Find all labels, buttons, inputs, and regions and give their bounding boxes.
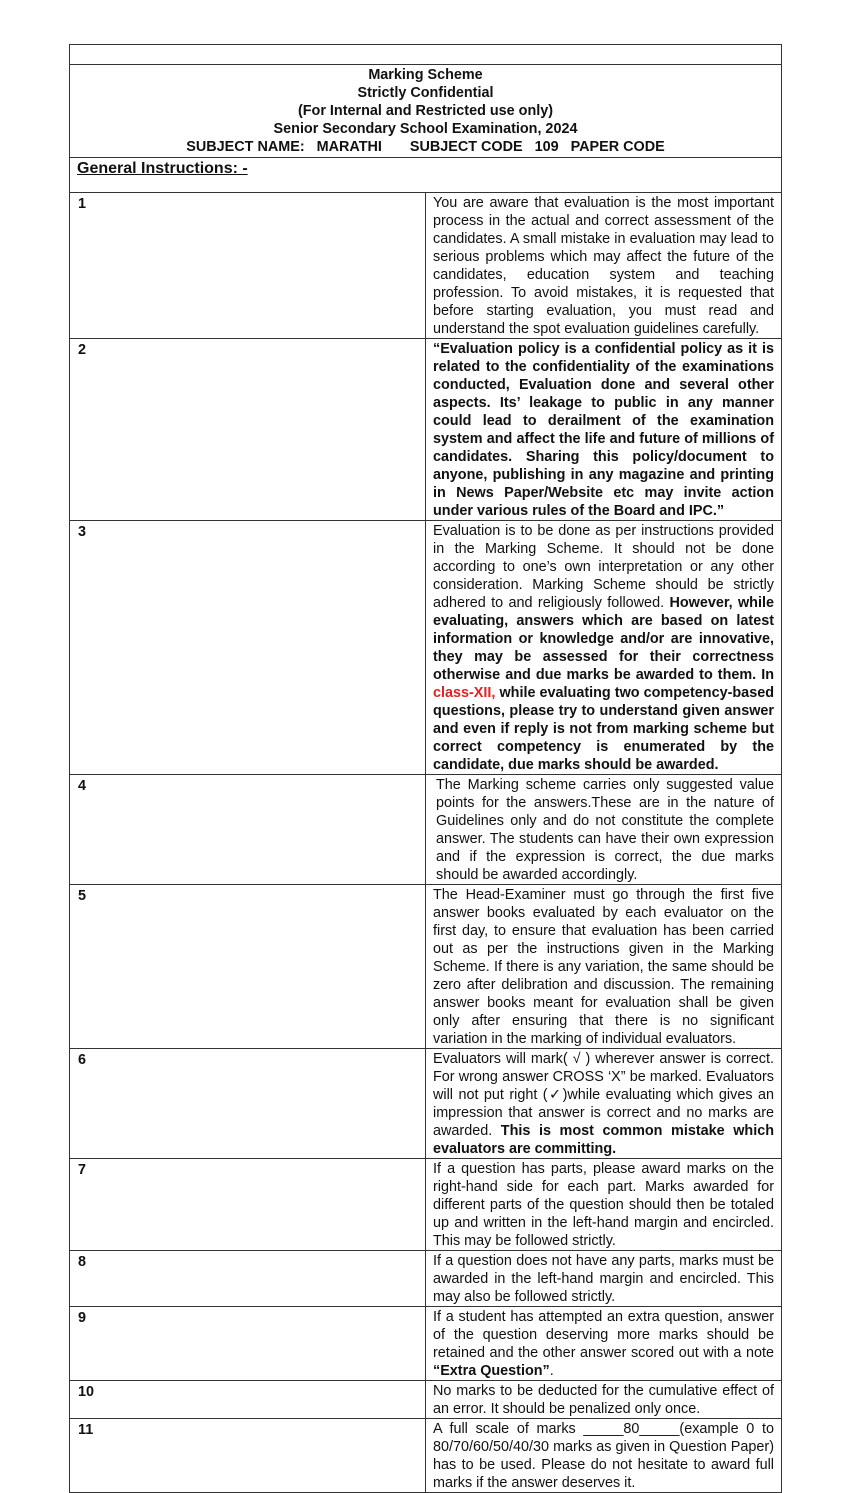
- header-restricted: (For Internal and Restricted use only): [297, 103, 554, 119]
- instruction-bold: “Extra Question”: [433, 1363, 550, 1379]
- instruction-text: [426, 339, 782, 521]
- instruction-body-end: .: [549, 1363, 554, 1379]
- instruction-row: [70, 339, 782, 521]
- instruction-body: No marks to be deducted for the cumulative effect of an error. It should be penalized only once.: [433, 1383, 774, 1417]
- header-exam: Senior Secondary School Examination, 2024: [273, 121, 578, 137]
- instruction-text: [426, 1251, 782, 1307]
- instruction-row: [70, 193, 782, 339]
- instruction-body: You are aware that evaluation is the most important process in the actual and correct assessment of the candidates. A small mistake in evaluation may lead to serious problems which may affect the future of the candidates, education system and teaching profession. To avoid mistakes, it is requested that before starting evaluation, you must read and understand the spot evaluation guidelines carefully.: [433, 195, 774, 337]
- general-instructions-row: [70, 158, 782, 193]
- instruction-text: [426, 1159, 782, 1251]
- instruction-text: [426, 885, 782, 1049]
- instruction-number: 10: [70, 1381, 426, 1419]
- instruction-highlight: class-XII,: [433, 685, 496, 701]
- instruction-number: 9: [70, 1307, 426, 1381]
- header-confidential: Strictly Confidential: [357, 85, 494, 101]
- instruction-bold: However, while evaluating, answers which are based on latest information or knowledge and/or are innovative, they may be assessed for their correctness otherwise and due marks be awarded to them. In: [433, 595, 774, 683]
- instruction-row: [70, 1419, 782, 1493]
- instruction-body: If a student has attempted an extra question, answer of the question deserving more marks should be retained and the other answer scored out with a note: [433, 1309, 774, 1361]
- header-row: [70, 65, 782, 158]
- instruction-number: 5: [70, 885, 426, 1049]
- instruction-number: 6: [70, 1049, 426, 1159]
- instruction-text: [426, 193, 782, 339]
- instruction-row: [70, 1049, 782, 1159]
- instruction-text: [426, 775, 782, 885]
- instruction-number: 3: [70, 521, 426, 775]
- instruction-text: [426, 1419, 782, 1493]
- instruction-body: The Head-Examiner must go through the first five answer books evaluated by each evaluator on the first day, to ensure that evaluation has been carried out as per the instructions given in the Marking Scheme. If there is any variation, the same should be zero after delibration and discussion. The remaining answer books meant for evaluation shall be given only after ensuring that there is no significant variation in the marking of individual evaluators.: [433, 887, 774, 1047]
- instruction-row: [70, 885, 782, 1049]
- instruction-text: [426, 521, 782, 775]
- instruction-bold: This is most common mistake which evaluators are committing.: [433, 1123, 774, 1157]
- header-cell: [70, 65, 782, 158]
- header-subject: SUBJECT NAME: MARATHI SUBJECT CODE 109 PAPER CODE: [186, 139, 665, 155]
- general-instructions-heading: General Instructions: -: [77, 160, 248, 177]
- instruction-number: 11: [70, 1419, 426, 1493]
- instruction-number: 8: [70, 1251, 426, 1307]
- instruction-row: [70, 1159, 782, 1251]
- header-title: Marking Scheme: [368, 67, 483, 83]
- instruction-bold: while evaluating two competency-based questions, please try to understand given answer and even if reply is not from marking scheme but correct competency is enumerated by the candidate, due marks should be awarded.: [433, 685, 774, 773]
- instruction-body: A full scale of marks _____80_____(example 0 to 80/70/60/50/40/30 marks as given in Question Paper) has to be used. Please do not hesitate to award full marks if the answer deserves it.: [433, 1421, 774, 1491]
- marking-scheme-table: [69, 44, 782, 1493]
- instruction-text: [426, 1381, 782, 1419]
- instruction-text: [426, 1307, 782, 1381]
- instruction-body: If a question does not have any parts, marks must be awarded in the left-hand margin and encircled. This may also be followed strictly.: [433, 1253, 774, 1305]
- instruction-row: [70, 1307, 782, 1381]
- instruction-number: 1: [70, 193, 426, 339]
- instruction-text: [426, 1049, 782, 1159]
- top-blank-row: [70, 45, 782, 65]
- instruction-bold: “Evaluation policy is a confidential policy as it is related to the confidentiality of the examinations conducted, Evaluation done and several other aspects. Its’ leakage to public in any manner could lead to derailment of the examination system and affect the life and future of millions of candidates. Sharing this policy/document to anyone, publishing in any magazine and printing in News Paper/Website etc may invite action under various rules of the Board and IPC.”: [433, 341, 774, 519]
- instruction-body: Evaluators will mark( √ ) wherever answer is correct. For wrong answer CROSS ‘X” be marked. Evaluators will not put right (✓)while evaluating which gives an impression that answer is correct and no marks are awarded.: [433, 1051, 774, 1139]
- instruction-body: Evaluation is to be done as per instructions provided in the Marking Scheme. It should not be done according to one’s own interpretation or any other consideration. Marking Scheme should be strictly adhered to and religiously followed.: [433, 523, 774, 611]
- instruction-number: 7: [70, 1159, 426, 1251]
- instruction-row: [70, 1251, 782, 1307]
- instruction-row: [70, 521, 782, 775]
- instruction-row: [70, 1381, 782, 1419]
- general-instructions-cell: [70, 158, 782, 193]
- blank-cell: [70, 45, 782, 65]
- instruction-row: [70, 775, 782, 885]
- instruction-body: If a question has parts, please award marks on the right-hand side for each part. Marks awarded for different parts of the question should then be totaled up and written in the left-hand margin and encircled. This may be followed strictly.: [433, 1161, 774, 1249]
- instruction-number: 4: [70, 775, 426, 885]
- instruction-body: The Marking scheme carries only suggested value points for the answers.These are in the nature of Guidelines only and do not constitute the complete answer. The students can have their own expression and if the expression is correct, the due marks should be awarded accordingly.: [436, 777, 774, 883]
- instruction-number: 2: [70, 339, 426, 521]
